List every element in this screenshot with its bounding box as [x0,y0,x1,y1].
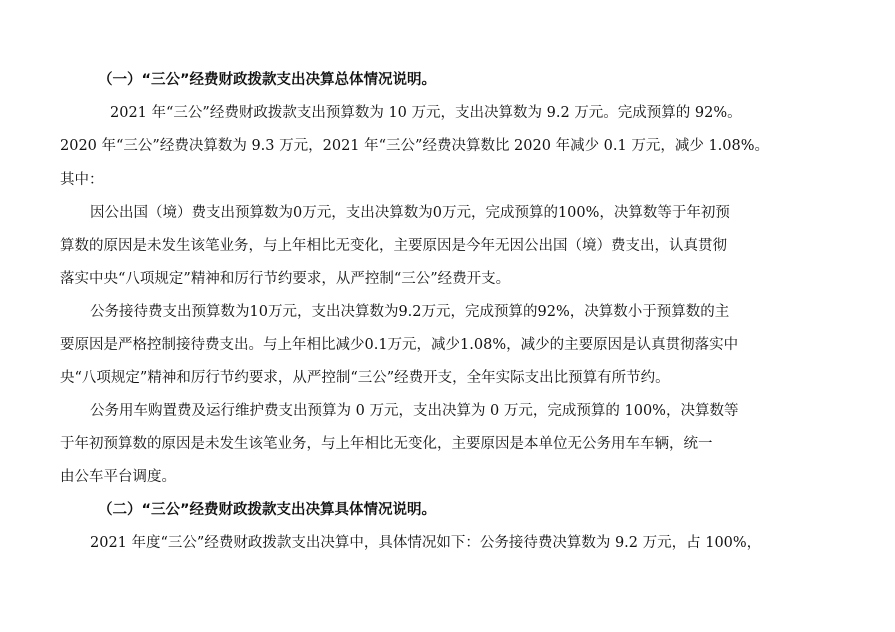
s1-p2-line3: 落实中央“八项规定”精神和厉行节约要求，从严控制“三公”经费开支。 [60,271,511,287]
s1-p4-line2: 于年初预算数的原因是未发生该笔业务，与上年相比无变化，主要原因是本单位无公务用车车辆，统一 [60,436,713,452]
s2-p1-line1: 2021 年度“三公”经费财政拨款支出决算中，具体情况如下：公务接待费决算数为 9.2 万元，占 100%， [90,535,762,551]
s1-p1-line1: 2021 年“三公”经费财政拨款支出预算数为 10 万元，支出决算数为 9.2 万元。完成预算的 92%。 [110,105,742,121]
section2-heading: （二）“三公”经费财政拨款支出决算具体情况说明。 [98,502,437,518]
s1-p3-line2: 要原因是严格控制接待费支出。与上年相比减少0.1万元，减少1.08%，减少的主要原因是认真贯彻落实中 [60,337,739,353]
s1-p2-line1: 因公出国（境）费支出预算数为0万元，支出决算数为0万元，完成预算的100%，决算数等于年初预 [90,205,730,221]
s1-p3-line1: 公务接待费支出预算数为10万元，支出决算数为9.2万元，完成预算的92%，决算数小于预算数的主 [90,304,730,320]
s1-p3-line3: 央“八项规定”精神和厉行节约要求，从严控制“三公”经费开支，全年实际支出比预算有所节约。 [60,370,670,386]
section1-heading: （一）“三公”经费财政拨款支出决算总体情况说明。 [98,72,437,88]
s1-p4-line1: 公务用车购置费及运行维护费支出预算为 0 万元，支出决算为 0 万元，完成预算的 100%，决算数等 [90,403,739,419]
s1-p4-line3: 由公车平台调度。 [60,469,176,485]
s1-p1-line3: 其中： [60,172,104,188]
s1-p1-line2: 2020 年“三公”经费决算数为 9.3 万元，2021 年“三公”经费决算数比 2020 年减少 0.1 万元，减少 1.08%。 [60,138,770,154]
s1-p2-line2: 算数的原因是未发生该笔业务，与上年相比无变化，主要原因是今年无因公出国（境）费支出，认真贯彻 [60,238,727,254]
